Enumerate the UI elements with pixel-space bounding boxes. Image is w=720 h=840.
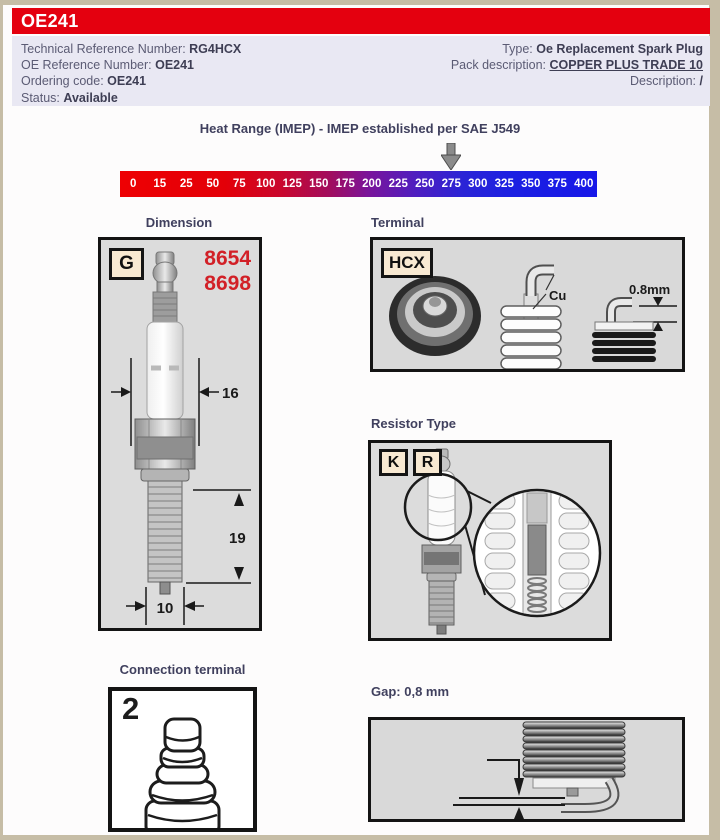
terminal-dimension-label: 0.8mm bbox=[629, 282, 671, 297]
scale-tick: 300 bbox=[468, 178, 488, 190]
info-row bbox=[451, 41, 703, 57]
info-label: Status: bbox=[21, 90, 60, 105]
page-title: OE241 bbox=[12, 8, 710, 34]
copper-core-label: Cu bbox=[549, 288, 567, 303]
dimension-title: Dimension bbox=[145, 215, 213, 230]
info-value: RG4HCX bbox=[189, 42, 242, 56]
info-row bbox=[21, 90, 241, 106]
info-left-column bbox=[21, 41, 241, 106]
resistor-type-title: Resistor Type bbox=[371, 416, 457, 431]
scale-tick: 225 bbox=[388, 178, 408, 190]
scale-tick: 125 bbox=[282, 178, 302, 190]
part-numbers bbox=[204, 246, 251, 296]
scale-tick: 50 bbox=[206, 178, 220, 190]
product-info-panel bbox=[12, 36, 710, 106]
hex-size-label: 16 bbox=[222, 385, 239, 402]
scale-tick: 0 bbox=[130, 178, 137, 190]
status-value: Available bbox=[63, 90, 118, 105]
info-row bbox=[451, 73, 703, 89]
info-value: OE241 bbox=[107, 74, 147, 89]
scale-tick: 75 bbox=[232, 178, 246, 190]
scale-tick: 100 bbox=[256, 178, 276, 190]
resistor-code-badge-k: K bbox=[379, 449, 408, 476]
info-row bbox=[21, 57, 241, 73]
scale-tick: 250 bbox=[415, 178, 435, 190]
connection-terminal-title: Connection terminal bbox=[119, 662, 246, 677]
gap-drawing bbox=[371, 720, 682, 819]
info-right-column bbox=[451, 41, 703, 90]
down-arrow-icon bbox=[441, 143, 461, 170]
scale-tick: 325 bbox=[494, 178, 514, 190]
part-number: 8654 bbox=[204, 247, 251, 270]
dimension-box bbox=[98, 237, 262, 631]
scale-tick: 175 bbox=[335, 178, 355, 190]
scale-tick: 25 bbox=[179, 178, 193, 190]
info-value: OE241 bbox=[155, 58, 195, 73]
resistor-code-badge-r: R bbox=[413, 449, 442, 476]
shape-code-badge: G bbox=[109, 248, 144, 280]
scale-tick: 200 bbox=[362, 178, 382, 190]
info-label: OE Reference Number: bbox=[21, 58, 152, 73]
scale-tick: 350 bbox=[521, 178, 541, 190]
terminal-code-badge: HCX bbox=[381, 248, 433, 278]
scale-tick: 15 bbox=[153, 178, 167, 190]
connection-code: 2 bbox=[122, 691, 140, 726]
thread-length-label: 19 bbox=[229, 530, 246, 547]
connection-terminal-box bbox=[108, 687, 257, 832]
info-row bbox=[21, 41, 241, 57]
info-label: Technical Reference Number: bbox=[21, 42, 186, 56]
info-label: Ordering code: bbox=[21, 74, 104, 89]
info-value: / bbox=[699, 74, 703, 89]
gap-box bbox=[368, 717, 685, 822]
info-label: Description: bbox=[630, 74, 697, 89]
info-row bbox=[21, 73, 241, 89]
pack-description-link[interactable]: COPPER PLUS TRADE 10 bbox=[549, 58, 703, 73]
resistor-box bbox=[368, 440, 612, 641]
terminal-box bbox=[370, 237, 685, 372]
part-number: 8698 bbox=[204, 272, 251, 295]
scale-tick: 375 bbox=[547, 178, 567, 190]
scale-tick: 150 bbox=[309, 178, 329, 190]
info-label: Pack description: bbox=[450, 58, 546, 73]
scale-tick: 400 bbox=[574, 178, 594, 190]
terminal-title: Terminal bbox=[371, 215, 425, 230]
info-value: Oe Replacement Spark Plug bbox=[536, 42, 703, 56]
info-row bbox=[451, 57, 703, 73]
heat-range-title: Heat Range (IMEP) - IMEP established per SAE J549 bbox=[199, 121, 521, 136]
gap-title: Gap: 0,8 mm bbox=[371, 684, 450, 699]
thread-diameter-label: 10 bbox=[156, 600, 174, 617]
spark-plug-dimension-image bbox=[101, 240, 259, 628]
scale-tick-indicated: 275 bbox=[441, 178, 461, 190]
heat-range-scale bbox=[120, 171, 597, 197]
info-label: Type: bbox=[502, 42, 533, 56]
